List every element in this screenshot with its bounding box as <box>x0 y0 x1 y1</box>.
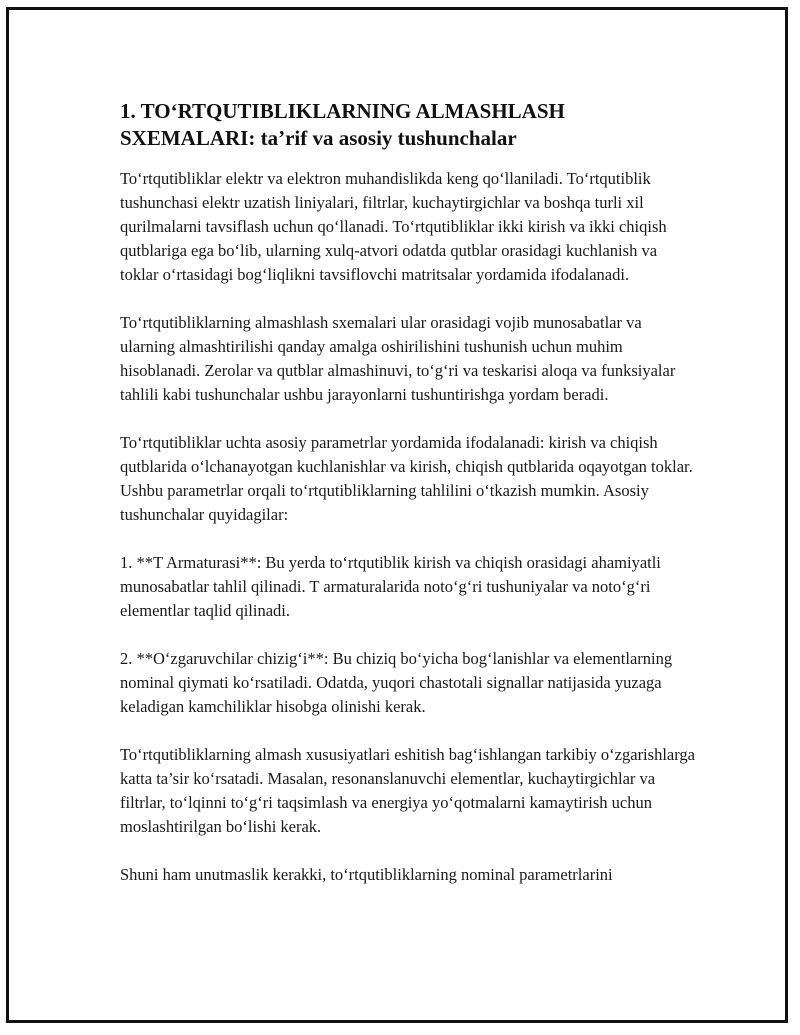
document-content <box>120 98 695 911</box>
section-heading: 1. TO‘RTQUTIBLIKLARNING ALMASHLASH SXEMALARI: ta’rif va asosiy tushunchalar <box>120 99 565 150</box>
paragraph-item-1: 1. **T Armaturasi**: Bu yerda to‘rtqutiblik kirish va chiqish orasidagi ahamiyatli munosabatlar tahlil qilinadi. T armaturalarida noto‘g‘ri tushuniyalar va noto‘g‘ri elementlar taqlid qilinadi. <box>120 553 661 620</box>
paragraph-item-2: 2. **O‘zgaruvchilar chizig‘i**: Bu chiziq bo‘yicha bog‘lanishlar va elementlarning nominal qiymati ko‘rsatiladi. Odatda, yuqori chastotali signallar natijasida yuzaga keladigan kamchiliklar hisobga olinishi kerak. <box>120 649 673 716</box>
document-page <box>6 7 788 1023</box>
paragraph-schemes: To‘rtqutibliklarning almashlash sxemalari ular orasidagi vojib munosabatlar va ularning almashtirilishi qanday amalga oshirilishini tushunish uchun muhim hisoblanadi. Zerolar va qutblar almashinuvi, to‘g‘ri va teskarisi aloqa va funksiyalar tahlili kabi tushunchalar ushbu jarayonlarni tushuntirishga yordam beradi. <box>120 313 676 404</box>
paragraph-parameters: To‘rtqutibliklar uchta asosiy parametrlar yordamida ifodalanadi: kirish va chiqish qutblarida o‘lchanayotgan kuchlanishlar va kirish, chiqish qutblarida oqayotgan toklar. Ushbu parametrlar orqali to‘rtqutibliklarning tahlilini o‘tkazish mumkin. Asosiy tushunchalar quyidagilar: <box>120 433 693 524</box>
paragraph-properties: To‘rtqutibliklarning almash xususiyatlari eshitish bag‘ishlangan tarkibiy o‘zgarishlarga katta ta’sir ko‘rsatadi. Masalan, resonanslanuvchi elementlar, kuchaytirgichlar va filtrlar, to‘lqinni to‘g‘ri taqsimlash va energiya yo‘qotmalarni kamaytirish uchun moslashtirilgan bo‘lishi kerak. <box>120 745 695 836</box>
paragraph-intro: To‘rtqutibliklar elektr va elektron muhandislikda keng qo‘llaniladi. To‘rtqutiblik tushunchasi elektr uzatish liniyalari, filtrlar, kuchaytirgichlar va boshqa turli xil qurilmalarni tavsiflash uchun qo‘llanadi. To‘rtqutibliklar ikki kirish va ikki chiqish qutblariga ega bo‘lib, ularning xulq-atvori odatda qutblar orasidagi kuchlanish va toklar o‘rtasidagi bog‘liqlikni tavsiflovchi matritsalar yordamida ifodalanadi. <box>120 169 667 284</box>
paragraph-closing: Shuni ham unutmaslik kerakki, to‘rtqutibliklarning nominal parametrlarini <box>120 865 613 884</box>
